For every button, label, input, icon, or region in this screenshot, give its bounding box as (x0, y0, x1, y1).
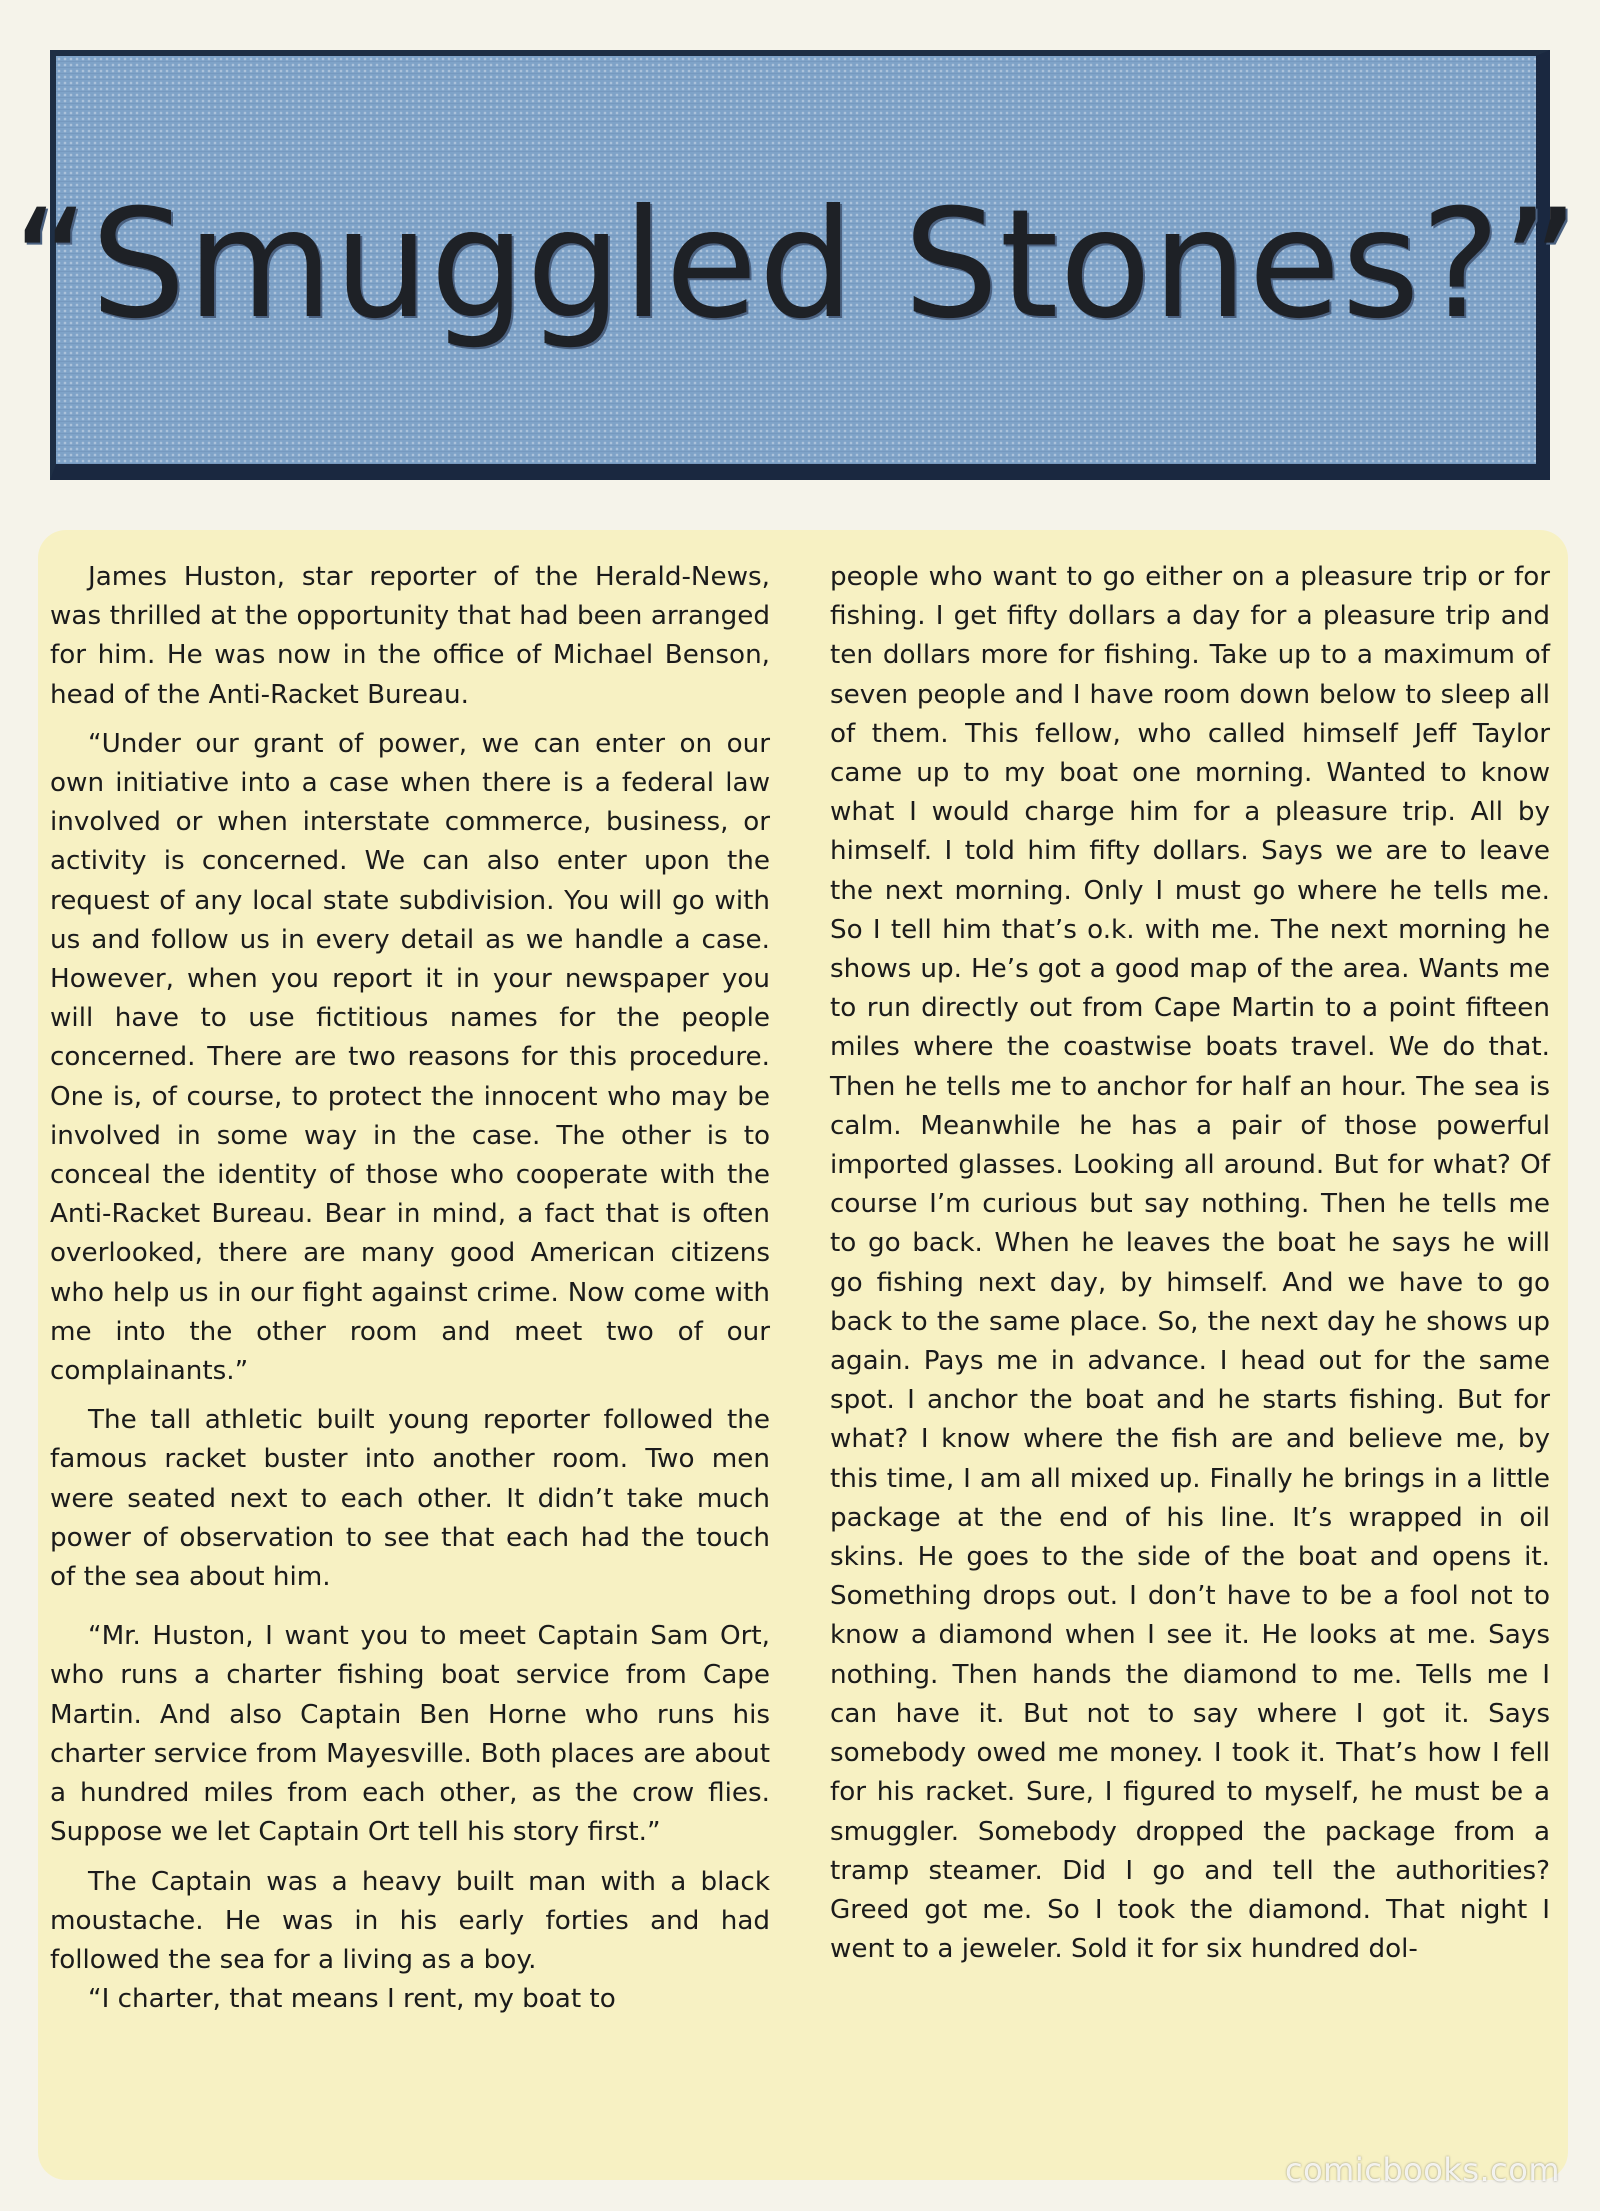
paragraph: “Mr. Huston, I want you to meet Captain Sam Ort, who runs a charter fishing boat service from Cape Martin. And also Captain Ben Horne who runs his charter service from Mayesville. Both places are about a hundred miles from each other, as the crow flies. Suppose we let Captain Ort tell his story first.” (50, 1621, 770, 1848)
paragraph: James Huston, star reporter of the Herald-News, was thrilled at the opportunity that had been arranged for him. He was now in the office of Michael Benson, head of the Anti-Racket Bureau. (50, 562, 770, 710)
paragraph: The tall athletic built young reporter followed the famous racket buster into another room. Two men were seated next to each other. It didn’t take much power of observation to see that each had the touch of the sea about him. (50, 1405, 770, 1593)
right-column (830, 558, 1550, 1969)
story-text-panel (38, 530, 1568, 2180)
paragraph: “Under our grant of power, we can enter on our own initiative into a case when there is a federal law involved or when interstate commerce, business, or activity is concerned. We can also enter upon the request of any local state subdivision. You will go with us and follow us in every detail as we handle a case. However, when you report it in your newspaper you will have to use fictitious names for the people concerned. There are two reasons for this procedure. One is, of course, to protect the innocent who may be involved in some way in the case. The other is to conceal the identity of those who cooperate with the Anti-Racket Bureau. Bear in mind, a fact that is often overlooked, there are many good American citizens who help us in our fight against crime. Now come with me into the other room and meet two of our complainants.” (50, 728, 770, 1387)
left-column (50, 558, 770, 2019)
title-banner (11, 50, 1581, 480)
paragraph: people who want to go either on a pleasure trip or for fishing. I get fifty dollars a day for a pleasure trip and ten dollars more for fishing. Take up to a maximum of seven people and I have room down below to sleep all of them. This fellow, who called himself Jeff Taylor came up to my boat one morning. Wanted to know what I would charge him for a pleasure trip. All by himself. I told him fifty dollars. Says we are to leave the next morning. Only I must go where he tells me. So I tell him that’s o.k. with me. The next morning he shows up. He’s got a good map of the area. Wants me to run directly out from Cape Martin to a point fifteen miles where the coastwise boats travel. We do that. Then he tells me to anchor for half an hour. The sea is calm. Meanwhile he has a pair of those powerful imported glasses. Looking all around. But for what? Of course I’m curious but say nothing. Then he tells me to go back. When he leaves the boat he says he will go fishing next day, by himself. And we have to go back to the same place. So, the next day he shows up again. Pays me in advance. I head out for the same spot. I anchor the boat and he starts fishing. But for what? I know where the fish are and believe me, by this time, I am all mixed up. Finally he brings in a little package at the end of his line. It’s wrapped in oil skins. He goes to the side of the boat and opens it. Something drops out. I don’t have to be a fool not to know a diamond when I see it. He looks at me. Says nothing. Then hands the diamond to me. Tells me I can have it. But not to say where I got it. Says somebody owed me money. I took it. That’s how I fell for his racket. Sure, I figured to myself, he must be a smuggler. Somebody dropped the package from a tramp steamer. Did I go and tell the authorities? Greed got me. So I took the diamond. That night I went to a jeweler. Sold it for six hundred dol- (830, 562, 1550, 1965)
watermark-text: comicbooks.com (1284, 2151, 1560, 2189)
paragraph: “I charter, that means I rent, my boat to (88, 1984, 616, 2015)
paragraph: The Captain was a heavy built man with a black moustache. He was in his early forties and had followed the sea for a living as a boy. (50, 1866, 770, 1975)
story-title: “Smuggled Stones?” (11, 178, 1581, 352)
